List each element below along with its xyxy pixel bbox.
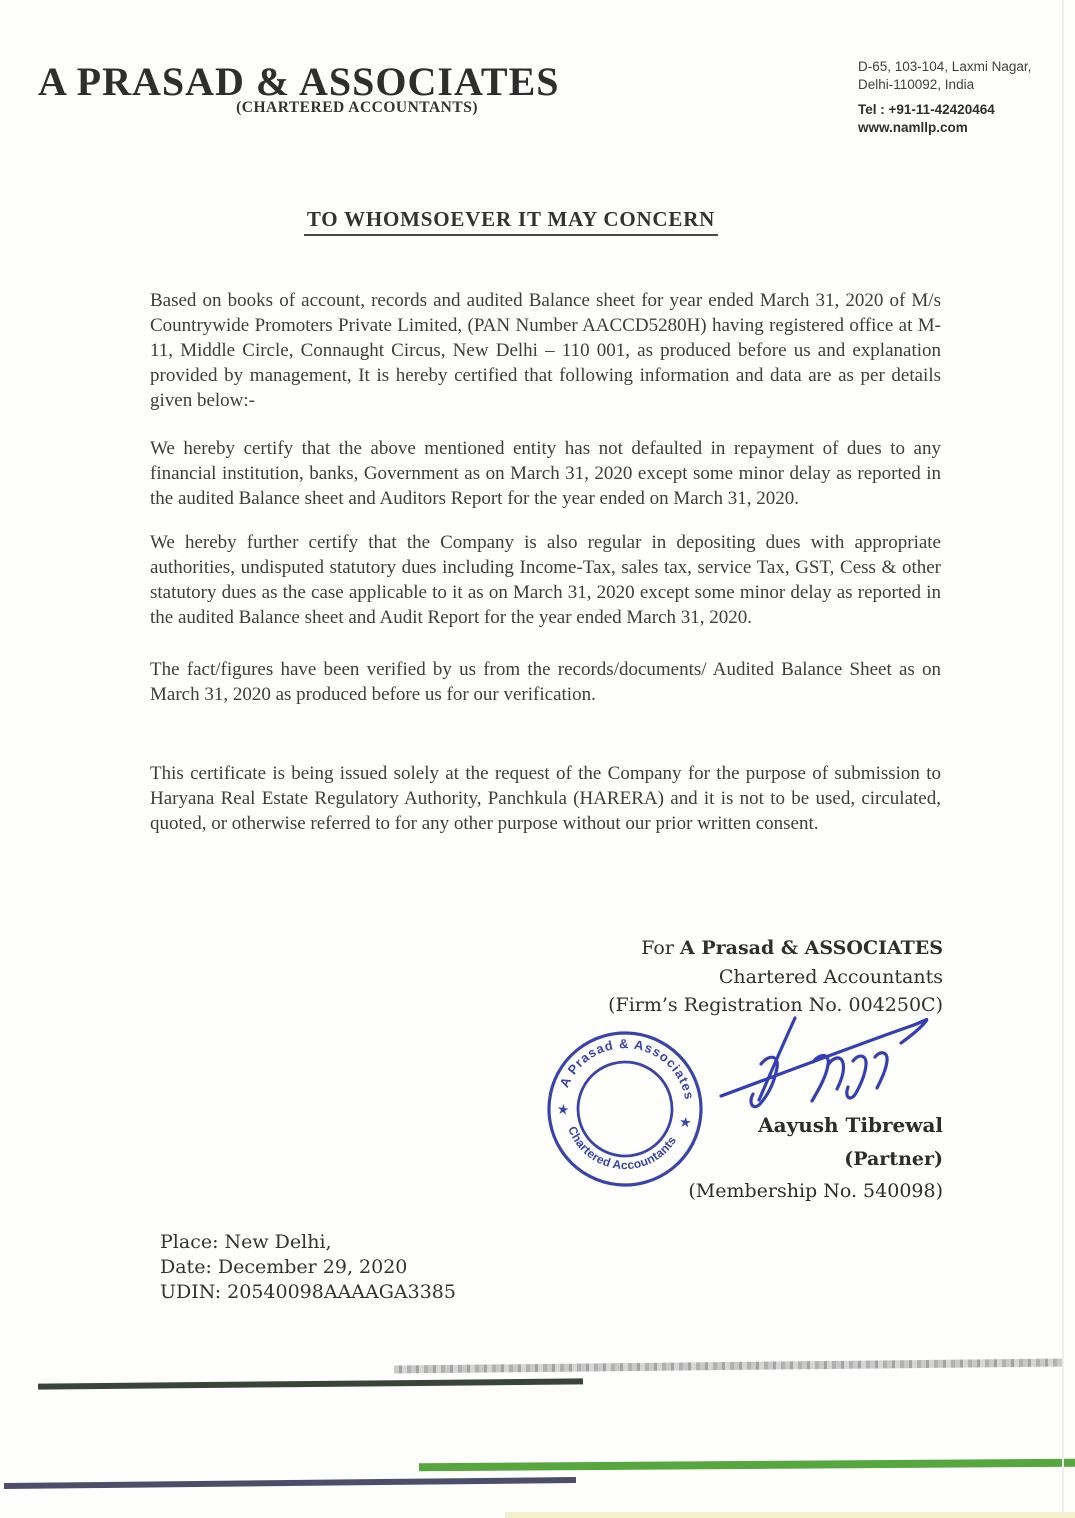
scan-artifact-green-bar	[419, 1459, 1075, 1472]
firm-registration-line: (Firm’s Registration No. 004250C)	[608, 994, 943, 1016]
place-line: Place: New Delhi,	[160, 1231, 332, 1253]
paragraph-statutory-dues: We hereby further certify that the Company is also regular in depositing dues with appropriate authorities, undisputed statutory dues including Income-Tax, sales tax, service Tax, GST, Cess & other statutory dues as the case applicable to it as on March 31, 2020 except some minor delay as reported in the audited Balance sheet and Audit Report for the year ended March 31, 2020.	[150, 532, 941, 628]
stamp-bottom-text: Chartered Accountants	[565, 1124, 680, 1173]
membership-number: (Membership No. 540098)	[688, 1180, 943, 1202]
paragraph-purpose: This certificate is being issued solely at the request of the Company for the purpose of submission to Haryana Real Estate Regulatory Authority, Panchkula (HARERA) and it is not to be used, circulated, quoted, or otherwise referred to for any other purpose without our prior written consent.	[150, 763, 941, 834]
stamp-star-left-icon: ★	[557, 1102, 570, 1118]
for-firm-line	[400, 934, 943, 963]
signatory-block	[400, 1113, 943, 1202]
paragraph-verification: The fact/figures have been verified by us from the records/documents/ Audited Balance Sheet as on March 31, 2020 as produced before us for our verification.	[150, 659, 941, 705]
stamp-star-right-icon: ★	[679, 1114, 692, 1130]
title-row	[0, 207, 1022, 236]
date-line: Date: December 29, 2020	[160, 1256, 408, 1278]
paragraph-basis: Based on books of account, records and audited Balance sheet for year ended March 31, 2020 of M/s Countrywide Promoters Private Limited, (PAN Number AACCD5280H) having registered office at M-11, Middle Circle, Connaught Circus, New Delhi – 110 001, as produced before us and explanation provided by management, It is hereby certified that following information and data are as per details given below:-	[150, 290, 941, 411]
udin-line: UDIN: 20540098AAAAGA3385	[160, 1281, 456, 1303]
signatory-name: Aayush Tibrewal	[758, 1113, 943, 1137]
signature-scribble	[715, 1012, 960, 1112]
footer-block	[160, 1230, 456, 1305]
address-line-2: Delhi-110092, India	[858, 76, 975, 92]
for-prefix: For	[641, 937, 680, 959]
signature-firm-block	[400, 934, 943, 1020]
scan-artifact-noise-bar	[394, 1358, 1064, 1373]
chartered-accountants-line: Chartered Accountants	[718, 965, 943, 988]
scan-artifact-navy-bar	[4, 1477, 576, 1489]
address-line-1: D-65, 103-104, Laxmi Nagar,	[858, 59, 1032, 74]
scan-artifact-cream-bar	[505, 1512, 1075, 1518]
document-title: TO WHOMSOEVER IT MAY CONCERN	[304, 207, 718, 236]
scan-artifact-dark-bar	[38, 1378, 583, 1389]
paragraph-no-default: We hereby certify that the above mentioned entity has not defaulted in repayment of dues to any financial institution, banks, Government as on March 31, 2020 except some minor delay as reported in the audited Balance sheet and Auditors Report for the year ended on March 31, 2020.	[150, 438, 941, 509]
scan-edge-line	[1062, 0, 1064, 1518]
letterhead-address-block	[858, 58, 1068, 136]
website-url: www.namllp.com	[858, 119, 968, 135]
phone-number: Tel : +91-11-42420464	[858, 102, 995, 117]
stamp-top-text: A Prasad & Associates	[556, 1036, 698, 1102]
letterhead-firm-name: A PRASAD & ASSOCIATES	[38, 59, 560, 104]
letterhead-firm-subtitle: (CHARTERED ACCOUNTANTS)	[236, 99, 478, 116]
firm-name-bold: A Prasad & ASSOCIATES	[679, 937, 943, 959]
signatory-title: (Partner)	[844, 1148, 943, 1170]
